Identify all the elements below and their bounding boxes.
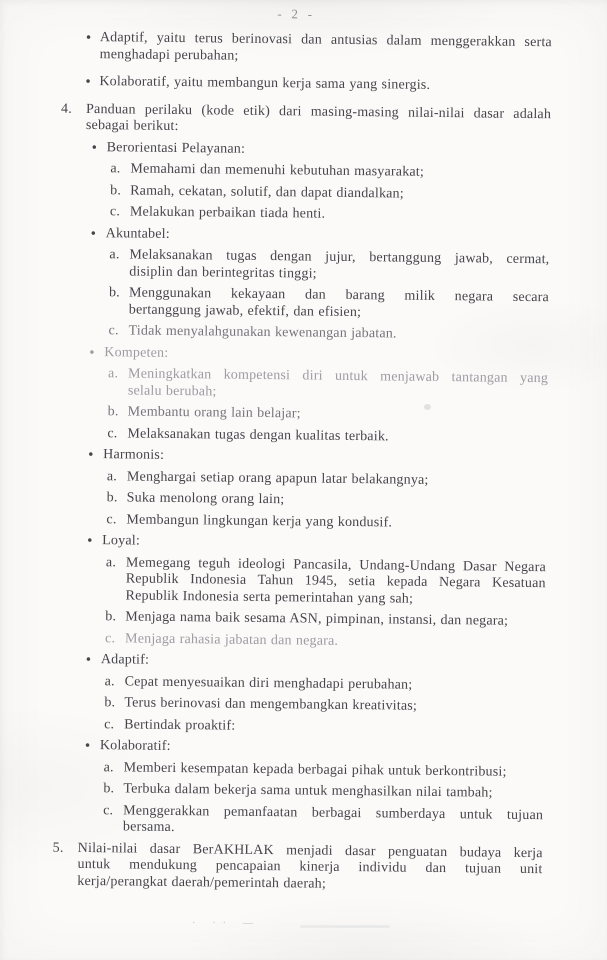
text-line: disiplin dan berintegritas tinggi; (129, 263, 317, 282)
list-marker: b. (108, 285, 121, 301)
text-line: Tidak menyalahgunakan kewenangan jabatan. (128, 323, 397, 342)
list-marker: a. (105, 554, 117, 570)
list-marker: b. (104, 695, 116, 711)
bullet-item (0, 446, 547, 469)
item-text (129, 247, 549, 285)
item-text (125, 631, 545, 652)
bullet-item (0, 651, 545, 674)
list-marker: b. (110, 182, 122, 198)
letter-item (0, 246, 550, 285)
item-text (130, 204, 550, 225)
bullet-item (0, 532, 546, 555)
item-text (125, 555, 546, 609)
list-marker: a. (104, 673, 115, 689)
text-line: Melakukan perbaikan tiada henti. (129, 204, 326, 222)
text-line: Meningkatkan kompetensi diri untuk menjawab tantangan yang (128, 366, 549, 387)
letter-item (0, 424, 547, 447)
item-text (77, 840, 543, 895)
text-line: Terbuka dalam bekerja sama untuk menghasilkan nilai tambah; (123, 781, 493, 801)
item-text (129, 285, 549, 323)
text-line: Memberi kesempatan kepada berbagai pihak untuk berkontribusi; (123, 759, 507, 780)
item-text (128, 323, 548, 344)
text-line: menghadapi perubahan; (99, 46, 239, 64)
list-marker: a. (106, 468, 118, 484)
letter-item (0, 160, 550, 183)
letter-item (0, 489, 547, 512)
letter-item (0, 403, 548, 426)
letter-item (0, 203, 550, 226)
list-marker: c. (104, 716, 115, 732)
list-marker: 4. (61, 101, 73, 117)
item-text (107, 140, 551, 162)
bullet-item (0, 737, 544, 760)
bullet-icon: • (87, 533, 93, 550)
bullet-item (0, 73, 551, 96)
bullet-icon: • (85, 651, 92, 669)
list-marker: a. (109, 247, 120, 263)
list-marker: b. (105, 609, 117, 625)
item-text (101, 652, 545, 674)
letter-item (0, 608, 545, 631)
text-line: bertanggung jawab, efektif, dan efisien; (128, 301, 362, 320)
text-line: Membantu orang lain belajar; (127, 404, 301, 422)
list-marker: c. (103, 802, 114, 818)
letter-item (0, 467, 547, 490)
text-line: Melaksanakan tugas dengan kualitas terbaik. (127, 425, 389, 444)
text-line: Kolaboratif, yaitu membangun kerja sama yang sinergis. (99, 74, 431, 93)
item-text (127, 469, 547, 490)
numbered-item (0, 839, 543, 895)
text-line: Ramah, cekatan, solutif, dan dapat diandalkan; (130, 182, 404, 202)
text-line: Panduan perilaku (kode etik) dari masing-masing nilai-nilai dasar adalah (86, 101, 552, 122)
text-line: Menghargai setiap orang apapun latar belakangnya; (126, 468, 429, 488)
letter-item (0, 629, 545, 652)
item-text (106, 226, 550, 248)
bullet-icon: • (88, 447, 94, 464)
text-line: Akuntabel: (105, 225, 170, 242)
item-text (124, 760, 544, 781)
bullet-icon: • (89, 344, 95, 361)
scan-fleck (424, 404, 431, 410)
letter-item (0, 780, 543, 803)
bullet-icon: • (85, 73, 91, 91)
item-text (123, 781, 543, 802)
letter-item (0, 181, 550, 204)
item-text (127, 490, 547, 511)
letter-item (0, 365, 548, 404)
item-text (99, 74, 551, 96)
text-line: Loyal: (102, 533, 141, 549)
item-text (100, 738, 544, 760)
letter-item (0, 758, 544, 781)
list-marker: b. (103, 781, 115, 797)
list-marker: a. (103, 759, 114, 775)
letter-item (0, 284, 549, 323)
item-text (123, 803, 543, 841)
item-text (100, 30, 552, 68)
item-text (128, 404, 548, 425)
text-line: Republik Indonesia serta pemerintahan yang sah; (125, 587, 414, 607)
text-line: Berorientasi Pelayanan: (106, 139, 246, 157)
text-line: Terus berinovasi dan mengembangkan kreativitas; (124, 695, 418, 714)
letter-item (0, 322, 549, 345)
text-line: Menggunakan kekayaan dan barang milik negara secara (128, 285, 550, 306)
bullet-icon: • (91, 139, 98, 156)
text-line: Kolaboratif: (99, 738, 171, 754)
list-marker: c. (109, 204, 121, 220)
page-number: - 2 - (277, 6, 316, 22)
text-line: Memegang teguh ideologi Pancasila, Undang-Undang Dasar Negara (125, 554, 547, 575)
scan-smudge (300, 925, 390, 928)
item-text (103, 447, 547, 469)
text-line: selalu berubah; (127, 382, 217, 399)
item-text (128, 366, 548, 404)
text-line: Suka menolong orang lain; (126, 490, 285, 508)
list-marker: c. (107, 425, 118, 441)
letter-item (0, 694, 544, 717)
item-text (104, 345, 548, 367)
text-line: sebagai berikut: (85, 117, 179, 135)
item-text (130, 183, 550, 204)
item-text (130, 161, 550, 182)
text-line: Membangun lingkungan kerja yang kondusif. (126, 511, 393, 530)
numbered-item (0, 100, 551, 139)
bullet-icon: • (84, 737, 91, 755)
text-line: kerja/perangkat daerah/pemerintah daerah; (77, 873, 327, 892)
bullet-item (0, 138, 551, 161)
item-text (125, 674, 545, 695)
text-line: untuk mendukung pencapaian kinerja individu dan tujuan unit (77, 856, 543, 878)
text-line: bersama. (122, 819, 175, 836)
text-line: Harmonis: (103, 447, 165, 463)
text-line: Cepat menyesuaikan diri menghadapi perubahan; (124, 673, 413, 693)
item-text (124, 695, 544, 716)
list-marker: a. (108, 366, 119, 382)
text-line: Adaptif: (100, 652, 150, 668)
text-line: Menjaga rahasia jabatan dan negara. (125, 630, 339, 649)
text-line: Nilai-nilai dasar BerAKHLAK menjadi dasar penguatan budaya kerja (77, 840, 543, 861)
letter-item (0, 672, 545, 695)
list-marker: c. (108, 323, 119, 339)
bullet-icon: • (85, 29, 92, 47)
text-line: Kompeten: (104, 344, 169, 361)
item-text (127, 426, 547, 447)
bullet-item (0, 29, 552, 68)
text-line: Memahami dan memenuhi kebutuhan masyarakat; (130, 161, 425, 180)
letter-item (0, 553, 546, 609)
list-marker: c. (106, 511, 117, 527)
item-text (126, 512, 546, 533)
letter-item (0, 801, 543, 840)
list-marker: c. (105, 630, 116, 646)
item-text (86, 101, 551, 139)
bullet-item (0, 343, 548, 366)
list-marker: a. (110, 161, 121, 177)
letter-item (0, 715, 544, 738)
item-text (102, 533, 546, 555)
text-line: Menggerakkan pemanfaatan berbagai sumberdaya untuk tujuan (123, 802, 544, 823)
item-text (124, 717, 544, 738)
text-line: Adaptif, yaitu terus berinovasi dan antusias dalam menggerakkan serta (99, 30, 552, 51)
text-line: Bertindak proaktif: (124, 716, 236, 734)
bullet-icon: • (90, 225, 97, 242)
list-marker: 5. (52, 840, 64, 856)
letter-item (0, 510, 547, 533)
scan-artifact: · ·· — (192, 918, 260, 929)
text-line: Republik Indonesia Tahun 1945, setia kepada Negara Kesatuan (125, 571, 546, 592)
text-line: Melaksanakan tugas dengan jujur, bertanggung jawab, cermat, (129, 247, 550, 268)
list-marker: b. (107, 404, 119, 420)
text-line: Menjaga nama baik sesama ASN, pimpinan, instansi, dan negara; (125, 609, 509, 629)
list-marker: b. (106, 490, 118, 506)
bullet-item (0, 224, 550, 247)
item-text (125, 609, 545, 630)
